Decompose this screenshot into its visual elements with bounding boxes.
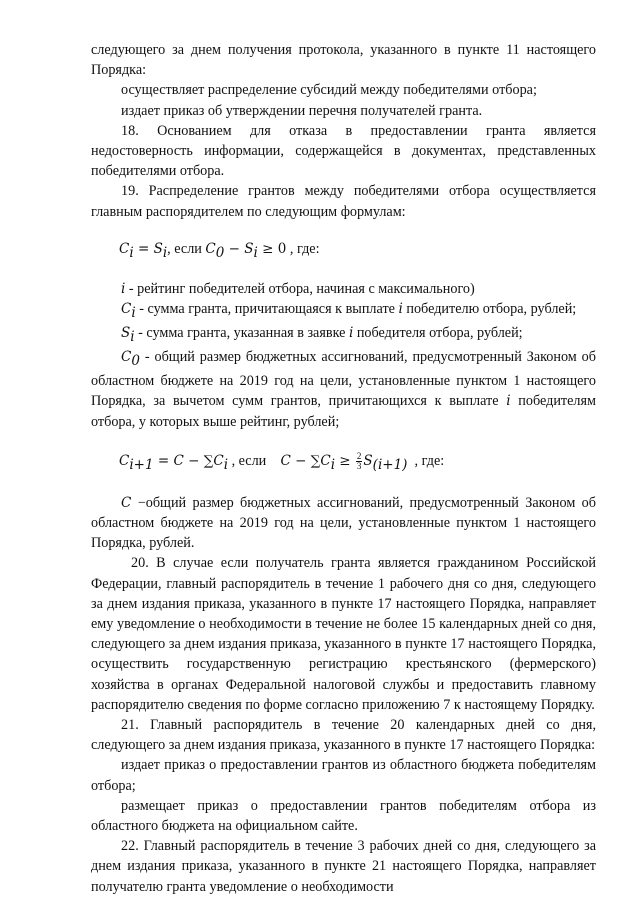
formula-1-sub-s: i (162, 244, 168, 261)
def-c0 (91, 347, 596, 432)
formula-2-ci2: C (320, 452, 331, 469)
def-ci-i: i (398, 301, 403, 318)
def-c0-text: - общий размер бюджетных ассигнований, предусмотренный Законом об областном бюджете на 2019 год на цели, установленные пунктом 1 настоящего Порядка, за вычетом сумм грантов, причитающихся к выплате (91, 349, 596, 410)
formula-1-minus: − (224, 240, 245, 257)
formula-2-sub-i: i (223, 456, 229, 473)
formula-2-sub-i2: i (330, 456, 336, 473)
formula-2-cc: C (173, 452, 184, 469)
def-si-text2: победителя отбора, рублей; (356, 325, 523, 342)
formula-2-s: S (363, 452, 373, 469)
def-c0-i: i (506, 393, 511, 410)
formula-2 (119, 451, 596, 475)
formula-1-where: , где: (289, 240, 320, 257)
def-c (91, 493, 596, 554)
def-c-text: −общий размер бюджетных ассигнований, предусмотренный Законом об областном бюджете на 2019 год на цели, установленные пунктом 1 настоящего Порядка, рублей. (91, 494, 596, 552)
line-2: осуществляет распределение субсидий между победителями отбора; (121, 82, 537, 99)
formula-2-c: C (119, 452, 130, 469)
formula-1-sub0: 0 (215, 244, 225, 261)
formula-2-sum: − ∑ (183, 452, 214, 469)
def-i (91, 279, 596, 299)
formula-1-eq: = (133, 240, 154, 257)
paragraph-19: 19. Распределение грантов между победителями отбора осуществляется главным распорядителем по следующим формулам: (91, 183, 596, 220)
formula-1-sub-s2: i (253, 244, 258, 261)
paragraph-21-a: издает приказ о предоставлении грантов из областного бюджета победителям отбора; (91, 757, 596, 794)
def-si-i: i (348, 325, 354, 342)
def-c0-sub: 0 (131, 352, 140, 369)
formula-1-s: S (153, 240, 163, 257)
formula-1-c: C (119, 240, 130, 257)
def-c0-text2: победителям отбора, у которых выше рейтинг, рублей; (91, 393, 597, 430)
fraction-denominator: 3 (356, 461, 362, 471)
def-si-sub: i (130, 328, 135, 345)
formula-2-c2: C (280, 452, 291, 469)
document-page (91, 40, 596, 897)
fraction-numerator: 2 (356, 451, 362, 461)
formula-2-fraction (356, 452, 363, 471)
formula-1-sub: i (129, 244, 134, 261)
def-ci-sub: i (131, 304, 136, 321)
formula-1-s2: S (244, 240, 254, 257)
formula-2-sub-s: (i+1) (372, 456, 408, 473)
def-si (91, 323, 596, 347)
formula-1-if: , если (167, 240, 206, 257)
def-ci-text2: победителю отбора, рублей; (406, 301, 577, 318)
formula-2-sub: i+1 (129, 456, 154, 473)
formula-2-ci: C (213, 452, 224, 469)
def-c-symbol: C (121, 494, 132, 511)
formula-1-c0: C (205, 240, 216, 257)
formula-2-geq: ≥ (335, 452, 355, 469)
def-ci-text: - сумма гранта, причитающаяся к выплате (139, 301, 395, 318)
def-si-text: - сумма гранта, указанная в заявке (138, 325, 346, 342)
formula-2-sum2: − ∑ (290, 452, 321, 469)
def-ci-symbol: C (121, 301, 132, 318)
def-i-text: - рейтинг победителей отбора, начиная с максимального) (128, 280, 475, 297)
formula-1 (119, 239, 596, 263)
formula-2-if: , если (231, 452, 267, 469)
paragraph-18: 18. Основанием для отказа в предоставлении гранта является недостоверность информации, содержащейся в документах, представленных победителями отбора. (91, 122, 596, 180)
def-c0-symbol: C (121, 349, 132, 366)
paragraph-22: 22. Главный распорядитель в течение 3 рабочих дней со дня, следующего за днем издания приказа, указанного в пункте 21 настоящего Порядка, направляет получателю гранта уведомление о необходимости (91, 838, 596, 895)
line-1: следующего за днем получения протокола, указанного в пункте 11 настоящего Порядка: (91, 42, 596, 79)
def-si-symbol: S (121, 325, 131, 342)
paragraph-21: 21. Главный распорядитель в течение 20 календарных дней со дня, следующего за днем издания приказа, указанного в пункте 17 настоящего Порядка: (91, 717, 596, 754)
paragraph-21-b: размещает приказ о предоставлении грантов победителям отбора из областного бюджета на официальном сайте. (91, 797, 596, 835)
paragraph-20: 20. В случае если получатель гранта является гражданином Российской Федерации, главный распорядитель в течение 1 рабочего дня со дня, следующего за днем издания приказа, указанного в пункте 17 настоящего Порядка, направляет ему уведомление о необходимости в течение не более 15 календарных дней со дня, следующего за днем издания приказа, указанного в пункте 17 настоящего Порядка, осуществить государственную регистрацию крестьянского (фермерского) хозяйства в органах Федеральной налоговой службы и предоставить главному распорядителю сведения по форме согласно приложению 7 к настоящему Порядку. (91, 555, 596, 713)
def-ci (91, 299, 596, 323)
formula-2-eq: = (153, 452, 174, 469)
line-3: издает приказ об утверждении перечня получателей гранта. (121, 102, 483, 119)
def-i-symbol: i (121, 280, 126, 297)
formula-2-where: , где: (414, 452, 445, 469)
formula-1-geq: ≥ 0 (257, 240, 287, 257)
